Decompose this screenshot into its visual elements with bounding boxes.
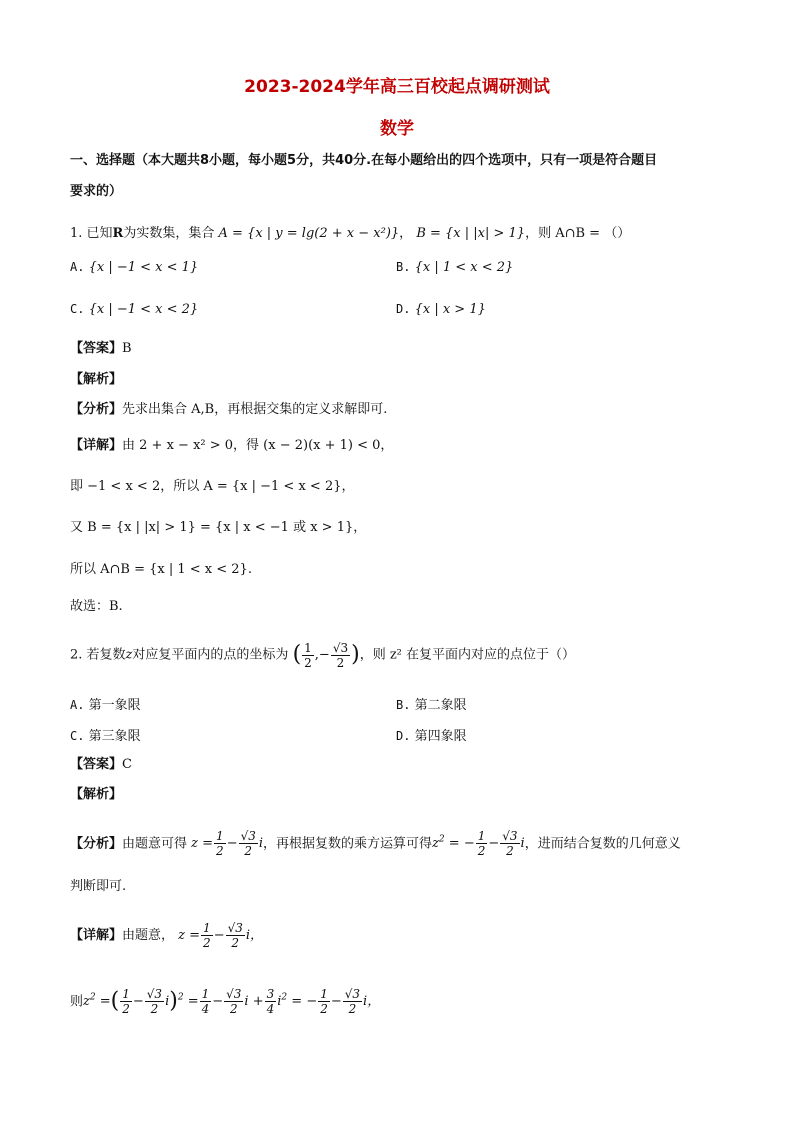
q1-fenxi-tag: 【分析】: [70, 402, 123, 417]
q2-coord-den2: 2: [336, 655, 345, 670]
q2-coord-frac2: [331, 641, 350, 670]
q1-option-b-text: {x | 1 < x < 2}: [414, 260, 514, 275]
q2-paren-open: (: [292, 642, 302, 667]
q2-coord-den1: 2: [304, 655, 312, 670]
q1-option-c-label: C.: [70, 302, 85, 316]
q2-option-b: [396, 694, 467, 713]
q2-fenxi-c: ，进而结合复数的几何意义: [524, 836, 681, 852]
q1-option-d-text: {x | x > 1}: [414, 302, 486, 317]
q1-detail-line2: 即 −1 < x < 2，所以 A = {x | −1 < x < 2}，: [70, 479, 355, 494]
q1-fenxi-text: 先求出集合 A,B，再根据交集的定义求解即可.: [122, 402, 388, 417]
q2-fenxi-expr1: z = $\frac{1}{2}$ − $\frac{√3}{2}$ i: [191, 829, 264, 859]
q2-fenxi-expr2: $z^2$ = − $\frac{1}{2}$ − $\frac{√3}{2}$ i: [432, 829, 525, 859]
q2-stem-z: z: [125, 647, 133, 663]
q2-option-b-label: B.: [396, 698, 411, 712]
section-intro-line2: 要求的）: [70, 184, 123, 199]
q1-answer-tag: 【答案】: [70, 341, 123, 356]
q2-option-d: [396, 725, 467, 744]
q1-detail-line1: [70, 437, 393, 455]
q1-setA: A = {x | y = lg(2 + x − x²)}: [218, 226, 400, 241]
q2-option-d-label: D.: [396, 729, 411, 743]
q2-option-c: [70, 725, 141, 744]
q1-detail-line3: 又 B = {x | |x| > 1} = {x | x < −1 或 x > 1}，: [70, 520, 367, 535]
q2-detail-expr1: z = $\frac{1}{2}$ − $\frac{√3}{2}$ i，: [178, 921, 264, 950]
q2-option-c-label: C.: [70, 729, 85, 743]
q1-xiangjie-tag: 【详解】: [70, 438, 123, 453]
q1-option-c-text: {x | −1 < x < 2}: [88, 302, 199, 317]
q2-paren-close: ): [351, 642, 360, 667]
q1-option-a-label: A.: [70, 260, 85, 274]
q1-option-b: [396, 260, 513, 275]
q1-detail1-text: 由 2 + x − x² > 0，得 (x − 2)(x + 1) < 0，: [122, 438, 394, 453]
q2-fenxi-b: ，再根据复数的乘方运算可得: [263, 836, 433, 852]
q1-option-a-text: {x | −1 < x < 1}: [88, 260, 199, 275]
q2-option-b-text: 第二象限: [414, 698, 467, 713]
q2-stem-c: ，则 z² 在复平面内对应的点位于（）: [359, 647, 576, 663]
q2-detail-line1: [70, 918, 263, 954]
q2-coord-frac1: [302, 641, 314, 670]
q1-answer-value: B: [122, 341, 132, 356]
q2-option-d-text: 第四象限: [414, 729, 467, 744]
section-intro-line1: 一、选择题（本大题共8小题，每小题5分，共40分.在每小题给出的四个选项中，只有一项是符合题目: [70, 153, 658, 168]
q1-detail-line5: 故选：B.: [70, 599, 123, 614]
q2-detail1-text: 由题意，: [122, 928, 175, 943]
q2-stem: 2. 若复数z对应复平面内的点的坐标为 ( $\frac{1}{2}$ ,− $\frac{√3}{2}$ )，则 z² 在复平面内对应的点位于（）: [70, 640, 576, 670]
q2-coord-num1: 1: [304, 640, 312, 655]
q2-coord-num2: √3: [332, 640, 349, 655]
q1-stem-b: 为实数集，集合: [123, 226, 215, 241]
q1-option-a: [70, 260, 198, 275]
q1-setB: B = {x | |x| > 1}: [416, 226, 526, 241]
q1-answer: [70, 340, 132, 358]
q1-stem-c: ，则 A∩B = （）: [525, 226, 631, 241]
q2-option-c-text: 第三象限: [88, 729, 141, 744]
q1-option-d: [396, 302, 486, 317]
q2-detail2-prefix: 则: [70, 994, 84, 1010]
q2-answer-tag: 【答案】: [70, 757, 123, 772]
q2-fenxi-line2: 判断即可.: [70, 879, 127, 894]
q1-option-d-label: D.: [396, 302, 411, 316]
q2-option-a: [70, 694, 141, 713]
q2-answer: [70, 756, 132, 774]
q2-option-a-text: 第一象限: [88, 698, 141, 713]
q2-analysis-tag: 【解析】: [70, 787, 123, 802]
q1-stem-R: R: [112, 226, 124, 241]
q2-stem-a: 2. 若复数: [70, 647, 126, 663]
q1-fenxi: [70, 401, 387, 419]
q2-option-a-label: A.: [70, 698, 85, 712]
q2-fenxi-a: 由题意可得: [122, 836, 188, 852]
subject-heading: 数学: [380, 119, 414, 139]
q2-xiangjie-tag: 【详解】: [70, 928, 123, 943]
q1-detail-line4: 所以 A∩B = {x | 1 < x < 2}.: [70, 562, 252, 577]
page-title: 2023-2024学年高三百校起点调研测试: [244, 77, 550, 97]
q2-detail-expr2: $z^2$ =( $\frac{1}{2}$ − $\frac{√3}{2}$ i)$^2$ = $\frac{1}{4}$ − $\frac{√3}{2}$ i + $\frac{3}{4}$ $i^2$ = − $\frac{1}{2}$ − $\frac{√3}{2}$ i，: [83, 987, 381, 1017]
q1-option-b-label: B.: [396, 260, 411, 274]
q2-fenxi-tag: 【分析】: [70, 836, 123, 852]
q1-stem-a: 1. 已知: [70, 226, 113, 241]
q2-stem-b: 对应复平面内的点的坐标为: [132, 647, 289, 663]
q1-analysis-tag: 【解析】: [70, 372, 123, 387]
q2-fenxi: [70, 822, 681, 862]
q2-detail-line2: [70, 975, 380, 1025]
q2-answer-value: C: [122, 757, 132, 772]
q1-option-c: [70, 302, 198, 317]
q1-sep: ，: [399, 226, 413, 241]
q1-stem: [70, 225, 630, 243]
